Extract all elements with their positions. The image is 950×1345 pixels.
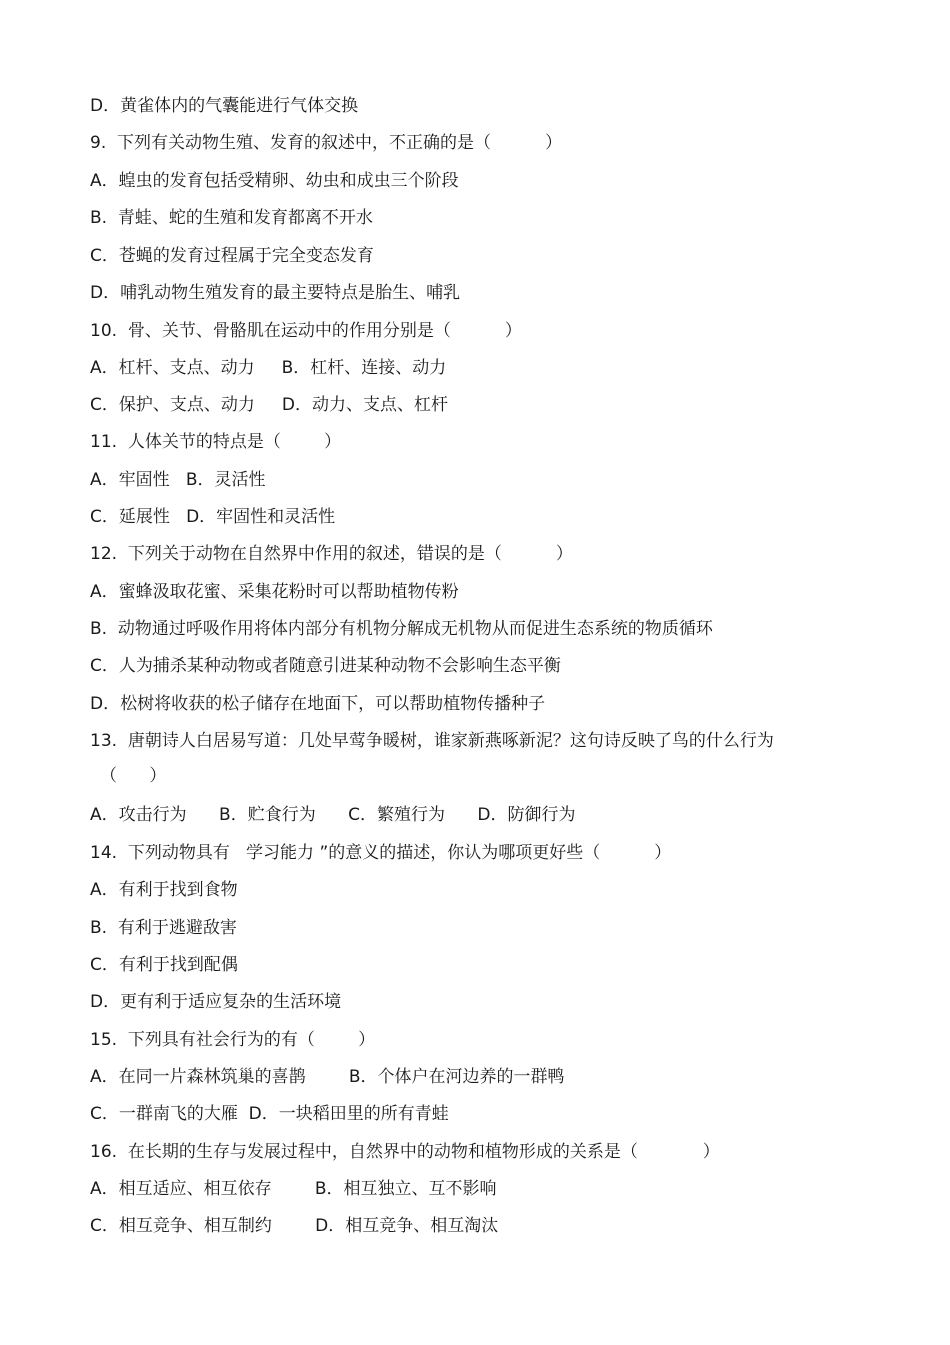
option-9d: D．哺乳动物生殖发育的最主要特点是胎生、哺乳	[90, 283, 461, 303]
question-15: 15. 下列具有社会行为的有（ ）	[90, 1030, 376, 1050]
option-12b: B. 动物通过呼吸作用将体内部分有机物分解成无机物从而促进生态系统的物质循环	[90, 619, 713, 639]
question-16: 16. 在长期的生存与发展过程中，自然界中的动物和植物形成的关系是（ ）	[90, 1142, 720, 1162]
options-11ab: A．牢固性 B．灵活性	[90, 470, 266, 490]
option-9c: C．苍蝇的发育过程属于完全变态发育	[90, 246, 374, 266]
option-14d: D．更有利于适应复杂的生活环境	[90, 992, 342, 1012]
question-10: 10. 骨、关节、骨骼肌在运动中的作用分别是（ ）	[90, 321, 522, 341]
question-14: 14. 下列动物具有 学习能力 ”的意义的描述，你认为哪项更好些（ ）	[90, 843, 672, 863]
option-12d: D．松树将收获的松子储存在地面下，可以帮助植物传播种子	[90, 694, 546, 714]
question-12: 12. 下列关于动物在自然界中作用的叙述，错误的是（ ）	[90, 544, 573, 564]
question-13-blank: （ ）	[100, 766, 167, 786]
options-10cd: C．保护、支点、动力 D．动力、支点、杠杆	[90, 395, 448, 415]
option-14a: A．有利于找到食物	[90, 880, 238, 900]
option-14b: B. 有利于逃避敌害	[90, 918, 237, 938]
question-13: 13. 唐朝诗人白居易写道：几处早莺争暖树，谁家新燕啄新泥？这句诗反映了鸟的什么行为	[90, 731, 774, 751]
option-12a: A．蜜蜂汲取花蜜、采集花粉时可以帮助植物传粉	[90, 582, 459, 602]
question-11: 11. 人体关节的特点是（ ）	[90, 432, 342, 452]
options-11cd: C．延展性 D．牢固性和灵活性	[90, 507, 336, 527]
options-15cd: C．一群南飞的大雁 D．一块稻田里的所有青蛙	[90, 1104, 449, 1124]
option-8d: D．黄雀体内的气囊能进行气体交换	[90, 96, 359, 116]
options-16ab: A．相互适应、相互依存 B．相互独立、互不影响	[90, 1179, 497, 1199]
option-9a: A．蝗虫的发育包括受精卵、幼虫和成虫三个阶段	[90, 171, 459, 191]
options-10ab: A．杠杆、支点、动力 B．杠杆、连接、动力	[90, 358, 447, 378]
options-13: A．攻击行为 B．贮食行为 C．繁殖行为 D．防御行为	[90, 805, 576, 825]
option-9b: B. 青蛙、蛇的生殖和发育都离不开水	[90, 208, 373, 228]
option-14c: C．有利于找到配偶	[90, 955, 238, 975]
question-9: 9. 下列有关动物生殖、发育的叙述中，不正确的是（ ）	[90, 133, 563, 153]
options-15ab: A．在同一片森林筑巢的喜鹊 B．个体户在河边养的一群鸭	[90, 1067, 565, 1087]
option-12c: C．人为捕杀某种动物或者随意引进某种动物不会影响生态平衡	[90, 656, 561, 676]
options-16cd: C．相互竞争、相互制约 D．相互竞争、相互淘汰	[90, 1216, 499, 1236]
